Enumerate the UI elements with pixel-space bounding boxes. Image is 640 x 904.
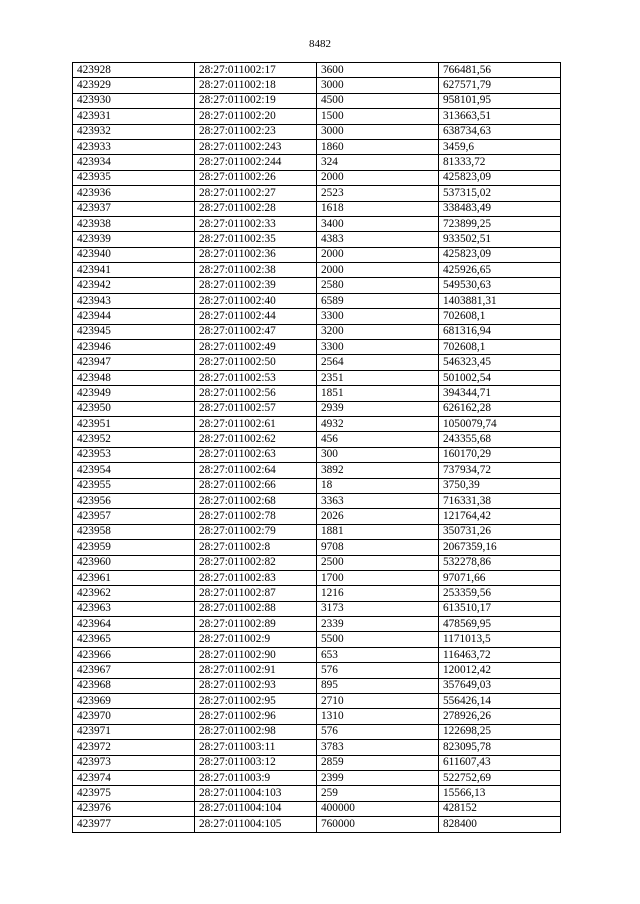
value-cell: 723899,25	[439, 216, 561, 231]
value-cell: 702608,1	[439, 309, 561, 324]
registry-table-body	[73, 63, 561, 833]
cadastral-number-cell: 28:27:011002:8	[195, 540, 317, 555]
value-cell: 278926,26	[439, 709, 561, 724]
cadastral-number-cell: 28:27:011002:49	[195, 340, 317, 355]
cadastral-number-cell: 28:27:011004:103	[195, 786, 317, 801]
record-number-cell: 423942	[73, 278, 195, 293]
value-cell: 1050079,74	[439, 416, 561, 431]
area-cell: 1860	[317, 139, 439, 154]
cadastral-number-cell: 28:27:011002:83	[195, 570, 317, 585]
table-row	[73, 247, 561, 262]
record-number-cell: 423931	[73, 109, 195, 124]
record-number-cell: 423949	[73, 386, 195, 401]
record-number-cell: 423950	[73, 401, 195, 416]
cadastral-number-cell: 28:27:011002:20	[195, 109, 317, 124]
record-number-cell: 423977	[73, 817, 195, 832]
record-number-cell: 423967	[73, 663, 195, 678]
table-row	[73, 201, 561, 216]
value-cell: 425926,65	[439, 263, 561, 278]
area-cell: 6589	[317, 293, 439, 308]
value-cell: 532278,86	[439, 555, 561, 570]
value-cell: 716331,38	[439, 493, 561, 508]
table-row	[73, 647, 561, 662]
area-cell: 2523	[317, 186, 439, 201]
value-cell: 97071,66	[439, 570, 561, 585]
table-row	[73, 78, 561, 93]
table-row	[73, 709, 561, 724]
cadastral-number-cell: 28:27:011002:53	[195, 370, 317, 385]
value-cell: 556426,14	[439, 694, 561, 709]
cadastral-number-cell: 28:27:011002:40	[195, 293, 317, 308]
record-number-cell: 423952	[73, 432, 195, 447]
cadastral-number-cell: 28:27:011002:56	[195, 386, 317, 401]
record-number-cell: 423937	[73, 201, 195, 216]
table-row	[73, 370, 561, 385]
cadastral-number-cell: 28:27:011002:63	[195, 447, 317, 462]
cadastral-number-cell: 28:27:011002:82	[195, 555, 317, 570]
area-cell: 300	[317, 447, 439, 462]
area-cell: 576	[317, 663, 439, 678]
area-cell: 4500	[317, 93, 439, 108]
area-cell: 2710	[317, 694, 439, 709]
area-cell: 1700	[317, 570, 439, 585]
record-number-cell: 423944	[73, 309, 195, 324]
table-row	[73, 340, 561, 355]
record-number-cell: 423933	[73, 139, 195, 154]
cadastral-number-cell: 28:27:011004:104	[195, 801, 317, 816]
cadastral-number-cell: 28:27:011002:90	[195, 647, 317, 662]
value-cell: 338483,49	[439, 201, 561, 216]
value-cell: 350731,26	[439, 524, 561, 539]
record-number-cell: 423964	[73, 617, 195, 632]
record-number-cell: 423943	[73, 293, 195, 308]
cadastral-number-cell: 28:27:011002:87	[195, 586, 317, 601]
area-cell: 4932	[317, 416, 439, 431]
table-row	[73, 63, 561, 78]
value-cell: 2067359,16	[439, 540, 561, 555]
area-cell: 1881	[317, 524, 439, 539]
value-cell: 522752,69	[439, 770, 561, 785]
record-number-cell: 423945	[73, 324, 195, 339]
area-cell: 456	[317, 432, 439, 447]
value-cell: 394344,71	[439, 386, 561, 401]
cadastral-number-cell: 28:27:011002:66	[195, 478, 317, 493]
cadastral-number-cell: 28:27:011002:57	[195, 401, 317, 416]
value-cell: 81333,72	[439, 155, 561, 170]
area-cell: 2000	[317, 263, 439, 278]
table-row	[73, 493, 561, 508]
table-row	[73, 770, 561, 785]
value-cell: 766481,56	[439, 63, 561, 78]
cadastral-number-cell: 28:27:011002:38	[195, 263, 317, 278]
table-row	[73, 186, 561, 201]
area-cell: 760000	[317, 817, 439, 832]
table-row	[73, 109, 561, 124]
record-number-cell: 423934	[73, 155, 195, 170]
area-cell: 9708	[317, 540, 439, 555]
area-cell: 3400	[317, 216, 439, 231]
table-row	[73, 786, 561, 801]
value-cell: 638734,63	[439, 124, 561, 139]
area-cell: 576	[317, 724, 439, 739]
cadastral-number-cell: 28:27:011002:17	[195, 63, 317, 78]
table-row	[73, 801, 561, 816]
record-number-cell: 423971	[73, 724, 195, 739]
record-number-cell: 423928	[73, 63, 195, 78]
table-row	[73, 386, 561, 401]
table-row	[73, 155, 561, 170]
value-cell: 823095,78	[439, 740, 561, 755]
record-number-cell: 423958	[73, 524, 195, 539]
cadastral-number-cell: 28:27:011002:23	[195, 124, 317, 139]
value-cell: 478569,95	[439, 617, 561, 632]
value-cell: 611607,43	[439, 755, 561, 770]
area-cell: 3200	[317, 324, 439, 339]
table-row	[73, 263, 561, 278]
value-cell: 537315,02	[439, 186, 561, 201]
table-row	[73, 447, 561, 462]
table-row	[73, 139, 561, 154]
value-cell: 737934,72	[439, 463, 561, 478]
record-number-cell: 423966	[73, 647, 195, 662]
record-number-cell: 423968	[73, 678, 195, 693]
value-cell: 116463,72	[439, 647, 561, 662]
cadastral-number-cell: 28:27:011002:79	[195, 524, 317, 539]
area-cell: 1216	[317, 586, 439, 601]
record-number-cell: 423962	[73, 586, 195, 601]
table-row	[73, 817, 561, 832]
record-number-cell: 423965	[73, 632, 195, 647]
area-cell: 2580	[317, 278, 439, 293]
record-number-cell: 423941	[73, 263, 195, 278]
value-cell: 3459,6	[439, 139, 561, 154]
area-cell: 3000	[317, 78, 439, 93]
area-cell: 2351	[317, 370, 439, 385]
area-cell: 653	[317, 647, 439, 662]
area-cell: 5500	[317, 632, 439, 647]
page-number: 8482	[309, 38, 331, 50]
cadastral-number-cell: 28:27:011002:243	[195, 139, 317, 154]
record-number-cell: 423935	[73, 170, 195, 185]
area-cell: 3600	[317, 63, 439, 78]
cadastral-number-cell: 28:27:011002:96	[195, 709, 317, 724]
value-cell: 428152	[439, 801, 561, 816]
table-row	[73, 170, 561, 185]
area-cell: 3300	[317, 309, 439, 324]
table-row	[73, 586, 561, 601]
area-cell: 3000	[317, 124, 439, 139]
table-row	[73, 570, 561, 585]
area-cell: 2500	[317, 555, 439, 570]
cadastral-number-cell: 28:27:011002:47	[195, 324, 317, 339]
area-cell: 400000	[317, 801, 439, 816]
area-cell: 2859	[317, 755, 439, 770]
value-cell: 425823,09	[439, 247, 561, 262]
table-row	[73, 324, 561, 339]
cadastral-number-cell: 28:27:011003:9	[195, 770, 317, 785]
area-cell: 3892	[317, 463, 439, 478]
value-cell: 253359,56	[439, 586, 561, 601]
area-cell: 2564	[317, 355, 439, 370]
area-cell: 259	[317, 786, 439, 801]
area-cell: 2339	[317, 617, 439, 632]
cadastral-number-cell: 28:27:011002:44	[195, 309, 317, 324]
cadastral-number-cell: 28:27:011002:35	[195, 232, 317, 247]
value-cell: 425823,09	[439, 170, 561, 185]
registry-table	[72, 62, 561, 833]
area-cell: 1618	[317, 201, 439, 216]
table-row	[73, 293, 561, 308]
value-cell: 501002,54	[439, 370, 561, 385]
cadastral-number-cell: 28:27:011002:36	[195, 247, 317, 262]
value-cell: 958101,95	[439, 93, 561, 108]
area-cell: 2399	[317, 770, 439, 785]
value-cell: 549530,63	[439, 278, 561, 293]
value-cell: 828400	[439, 817, 561, 832]
value-cell: 121764,42	[439, 509, 561, 524]
table-row	[73, 755, 561, 770]
table-row	[73, 601, 561, 616]
cadastral-number-cell: 28:27:011002:244	[195, 155, 317, 170]
table-row	[73, 124, 561, 139]
area-cell: 2000	[317, 170, 439, 185]
value-cell: 546323,45	[439, 355, 561, 370]
table-row	[73, 509, 561, 524]
record-number-cell: 423929	[73, 78, 195, 93]
table-row	[73, 478, 561, 493]
area-cell: 18	[317, 478, 439, 493]
cadastral-number-cell: 28:27:011002:50	[195, 355, 317, 370]
cadastral-number-cell: 28:27:011003:11	[195, 740, 317, 755]
cadastral-number-cell: 28:27:011002:19	[195, 93, 317, 108]
record-number-cell: 423975	[73, 786, 195, 801]
record-number-cell: 423936	[73, 186, 195, 201]
record-number-cell: 423955	[73, 478, 195, 493]
record-number-cell: 423951	[73, 416, 195, 431]
cadastral-number-cell: 28:27:011002:68	[195, 493, 317, 508]
cadastral-number-cell: 28:27:011002:91	[195, 663, 317, 678]
cadastral-number-cell: 28:27:011002:18	[195, 78, 317, 93]
record-number-cell: 423974	[73, 770, 195, 785]
table-row	[73, 278, 561, 293]
record-number-cell: 423939	[73, 232, 195, 247]
record-number-cell: 423961	[73, 570, 195, 585]
cadastral-number-cell: 28:27:011002:9	[195, 632, 317, 647]
table-row	[73, 663, 561, 678]
table-row	[73, 678, 561, 693]
area-cell: 2026	[317, 509, 439, 524]
record-number-cell: 423973	[73, 755, 195, 770]
table-row	[73, 694, 561, 709]
cadastral-number-cell: 28:27:011002:33	[195, 216, 317, 231]
record-number-cell: 423932	[73, 124, 195, 139]
table-row	[73, 416, 561, 431]
value-cell: 702608,1	[439, 340, 561, 355]
table-row	[73, 632, 561, 647]
cadastral-number-cell: 28:27:011002:88	[195, 601, 317, 616]
record-number-cell: 423972	[73, 740, 195, 755]
record-number-cell: 423940	[73, 247, 195, 262]
record-number-cell: 423969	[73, 694, 195, 709]
table-row	[73, 93, 561, 108]
value-cell: 933502,51	[439, 232, 561, 247]
value-cell: 613510,17	[439, 601, 561, 616]
record-number-cell: 423953	[73, 447, 195, 462]
table-row	[73, 232, 561, 247]
value-cell: 243355,68	[439, 432, 561, 447]
value-cell: 15566,13	[439, 786, 561, 801]
area-cell: 4383	[317, 232, 439, 247]
table-row	[73, 355, 561, 370]
cadastral-number-cell: 28:27:011002:26	[195, 170, 317, 185]
table-row	[73, 740, 561, 755]
record-number-cell: 423956	[73, 493, 195, 508]
cadastral-number-cell: 28:27:011004:105	[195, 817, 317, 832]
cadastral-number-cell: 28:27:011002:39	[195, 278, 317, 293]
area-cell: 3363	[317, 493, 439, 508]
cadastral-number-cell: 28:27:011002:61	[195, 416, 317, 431]
record-number-cell: 423938	[73, 216, 195, 231]
area-cell: 2939	[317, 401, 439, 416]
cadastral-number-cell: 28:27:011003:12	[195, 755, 317, 770]
value-cell: 122698,25	[439, 724, 561, 739]
area-cell: 1851	[317, 386, 439, 401]
value-cell: 1171013,5	[439, 632, 561, 647]
record-number-cell: 423957	[73, 509, 195, 524]
cadastral-number-cell: 28:27:011002:62	[195, 432, 317, 447]
value-cell: 160170,29	[439, 447, 561, 462]
area-cell: 2000	[317, 247, 439, 262]
record-number-cell: 423970	[73, 709, 195, 724]
record-number-cell: 423963	[73, 601, 195, 616]
value-cell: 357649,03	[439, 678, 561, 693]
area-cell: 3173	[317, 601, 439, 616]
table-row	[73, 216, 561, 231]
table-row	[73, 463, 561, 478]
cadastral-number-cell: 28:27:011002:78	[195, 509, 317, 524]
value-cell: 313663,51	[439, 109, 561, 124]
value-cell: 681316,94	[439, 324, 561, 339]
area-cell: 895	[317, 678, 439, 693]
area-cell: 3300	[317, 340, 439, 355]
table-row	[73, 540, 561, 555]
cadastral-number-cell: 28:27:011002:93	[195, 678, 317, 693]
table-row	[73, 309, 561, 324]
table-row	[73, 555, 561, 570]
value-cell: 120012,42	[439, 663, 561, 678]
cadastral-number-cell: 28:27:011002:28	[195, 201, 317, 216]
value-cell: 627571,79	[439, 78, 561, 93]
value-cell: 626162,28	[439, 401, 561, 416]
cadastral-number-cell: 28:27:011002:27	[195, 186, 317, 201]
record-number-cell: 423930	[73, 93, 195, 108]
record-number-cell: 423948	[73, 370, 195, 385]
area-cell: 1500	[317, 109, 439, 124]
record-number-cell: 423959	[73, 540, 195, 555]
table-row	[73, 524, 561, 539]
area-cell: 3783	[317, 740, 439, 755]
table-row	[73, 617, 561, 632]
record-number-cell: 423960	[73, 555, 195, 570]
cadastral-number-cell: 28:27:011002:98	[195, 724, 317, 739]
area-cell: 324	[317, 155, 439, 170]
cadastral-number-cell: 28:27:011002:95	[195, 694, 317, 709]
cadastral-number-cell: 28:27:011002:89	[195, 617, 317, 632]
value-cell: 3750,39	[439, 478, 561, 493]
area-cell: 1310	[317, 709, 439, 724]
table-row	[73, 432, 561, 447]
value-cell: 1403881,31	[439, 293, 561, 308]
record-number-cell: 423946	[73, 340, 195, 355]
cadastral-number-cell: 28:27:011002:64	[195, 463, 317, 478]
record-number-cell: 423947	[73, 355, 195, 370]
table-row	[73, 724, 561, 739]
record-number-cell: 423976	[73, 801, 195, 816]
table-row	[73, 401, 561, 416]
record-number-cell: 423954	[73, 463, 195, 478]
